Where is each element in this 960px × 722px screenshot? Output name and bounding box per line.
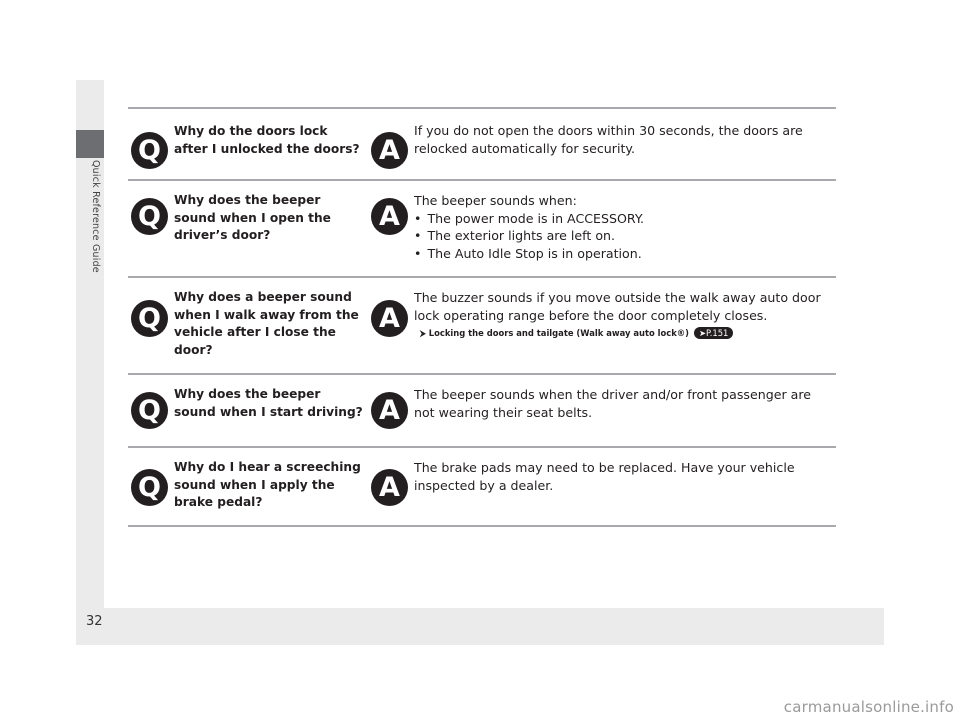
qa-item: [128, 181, 836, 276]
question-text: Why does the beeper sound when I start driving?: [174, 387, 363, 419]
section-side-label: Quick Reference Guide: [90, 160, 101, 273]
question-icon: Q: [131, 392, 168, 429]
answer-icon: A: [371, 198, 408, 235]
question-icon: Q: [131, 198, 168, 235]
answer-text: The buzzer sounds if you move outside the walk away auto door lock operating range before the door completely closes.: [414, 290, 821, 323]
question-text: Why do the doors lock after I unlocked the doors?: [174, 124, 360, 156]
answer-icon: A: [371, 392, 408, 429]
question-text: Why does the beeper sound when I open the driver’s door?: [174, 193, 331, 242]
bullet-item: • The exterior lights are left on.: [414, 227, 834, 245]
answer-text: The brake pads may need to be replaced. Have your vehicle inspected by a dealer.: [414, 460, 795, 493]
qa-item: [128, 109, 836, 179]
question-text: Why do I hear a screeching sound when I apply the brake pedal?: [174, 460, 361, 509]
qa-item: [128, 448, 836, 525]
section-tab-marker: [76, 130, 104, 158]
answer-icon: A: [371, 469, 408, 506]
cross-reference[interactable]: [420, 325, 834, 343]
page-number: 32: [86, 614, 103, 629]
arrow-icon: ➤: [698, 328, 706, 338]
page-reference-link[interactable]: [694, 327, 733, 339]
answer-text: The beeper sounds when:: [414, 193, 577, 208]
answer-text: If you do not open the doors within 30 seconds, the doors are relocked automatically for security.: [414, 123, 803, 156]
qa-list: [128, 107, 836, 527]
answer-bullet-list: [414, 210, 834, 263]
watermark: carmanualsonline.info: [783, 698, 954, 716]
xref-label: Locking the doors and tailgate (Walk away auto lock®): [428, 328, 690, 338]
question-text: Why does a beeper sound when I walk away from the vehicle after I close the door?: [174, 290, 359, 357]
question-icon: Q: [131, 300, 168, 337]
question-icon: Q: [131, 132, 168, 169]
arrow-right-icon: ⮞: [420, 329, 426, 338]
qa-item: [128, 278, 836, 373]
qa-item: [128, 375, 836, 446]
bullet-item: • The Auto Idle Stop is in operation.: [414, 245, 834, 263]
answer-block: [414, 192, 834, 262]
answer-text: The beeper sounds when the driver and/or front passenger are not wearing their seat belts.: [414, 387, 812, 420]
answer-icon: A: [371, 300, 408, 337]
answer-icon: A: [371, 132, 408, 169]
page-reference-text: P.151: [705, 328, 729, 338]
divider: [128, 525, 836, 527]
question-icon: Q: [131, 469, 168, 506]
bullet-item: • The power mode is in ACCESSORY.: [414, 210, 834, 228]
answer-block: [414, 289, 834, 343]
